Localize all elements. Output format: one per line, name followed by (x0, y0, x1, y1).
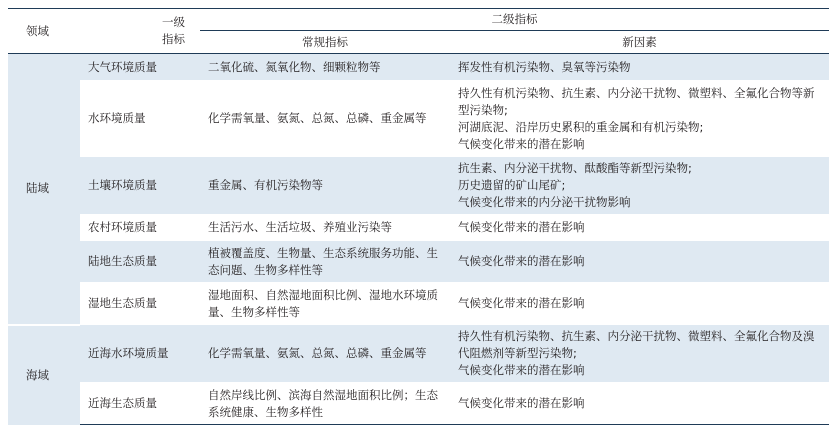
indicator-cell: 湿地生态质量 (80, 283, 200, 325)
header-domain: 领域 (8, 9, 80, 54)
table-row (8, 81, 829, 157)
domain-cell: 陆域 (8, 54, 80, 325)
new-factor-line: 气候变化带来的潜在影响 (458, 363, 585, 377)
regular-cell: 湿地面积、自然湿地面积比例、湿地水环境质量、生物多样性等 (200, 283, 450, 325)
new-factor-line: 河湖底泥、沿岸历史累积的重金属和有机污染物; (458, 119, 704, 134)
domain-cell: 海域 (8, 325, 80, 425)
new-factor-line: 挥发性有机污染物、臭氧等污染物 (458, 59, 631, 74)
indicator-cell: 陆地生态质量 (80, 241, 200, 283)
new-factor-cell (450, 383, 829, 425)
new-factor-cell (450, 215, 829, 241)
table-row (8, 54, 829, 81)
new-factor-line: 气候变化带来的内分泌干扰物影响 (458, 195, 631, 209)
header-regular: 常规指标 (302, 34, 348, 49)
table-row (8, 215, 829, 241)
regular-cell: 植被覆盖度、生物量、生态系统服务功能、生态问题、生物多样性等 (200, 241, 450, 283)
new-factor-cell (450, 157, 829, 215)
new-factor-cell (450, 283, 829, 325)
indicator-cell: 近海生态质量 (80, 383, 200, 425)
regular-cell: 重金属、有机污染物等 (200, 157, 450, 215)
new-factor-line: 持久性有机污染物、抗生素、内分泌干扰物、微塑料、全氟化合物及溴代阻燃剂等新型污染物; (458, 329, 815, 360)
new-factor-cell (450, 81, 829, 157)
new-factor-line: 气候变化带来的潜在影响 (458, 396, 585, 410)
indicator-cell: 农村环境质量 (80, 215, 200, 241)
header-level1: 一级指标 (80, 9, 200, 54)
header-new-factors: 新因素 (622, 34, 657, 49)
indicator-table (8, 8, 829, 425)
indicator-cell: 土壤环境质量 (80, 157, 200, 215)
new-factor-cell (450, 325, 829, 383)
table-row (8, 383, 829, 425)
regular-cell: 二氧化硫、氮氧化物、细颗粒物等 (200, 54, 450, 81)
new-factor-line: 气候变化带来的潜在影响 (458, 136, 585, 151)
table-row (8, 325, 829, 383)
indicator-cell: 近海水环境质量 (80, 325, 200, 383)
new-factor-cell (450, 241, 829, 283)
header-level2: 二级指标 (200, 9, 829, 31)
regular-cell: 生活污水、生活垃圾、养殖业污染等 (200, 215, 450, 241)
new-factor-line: 气候变化带来的潜在影响 (458, 296, 585, 310)
indicator-cell: 大气环境质量 (80, 54, 200, 81)
new-factor-line: 气候变化带来的潜在影响 (458, 254, 585, 268)
new-factor-line: 抗生素、内分泌干扰物、酞酸酯等新型污染物; (458, 161, 692, 175)
regular-cell: 化学需氧量、氨氮、总氮、总磷、重金属等 (200, 81, 450, 157)
new-factor-cell (450, 54, 829, 81)
table-row (8, 283, 829, 325)
regular-cell: 自然岸线比例、滨海自然湿地面积比例；生态系统健康、生物多样性 (200, 383, 450, 425)
new-factor-line: 气候变化带来的潜在影响 (458, 220, 585, 234)
new-factor-line: 历史遗留的矿山尾矿; (458, 178, 566, 192)
new-factor-line: 持久性有机污染物、抗生素、内分泌干扰物、微塑料、全氟化合物等新型污染物; (458, 85, 815, 117)
table-row (8, 157, 829, 215)
indicator-cell: 水环境质量 (80, 81, 200, 157)
table-row (8, 241, 829, 283)
regular-cell: 化学需氧量、氨氮、总氮、总磷、重金属等 (200, 325, 450, 383)
